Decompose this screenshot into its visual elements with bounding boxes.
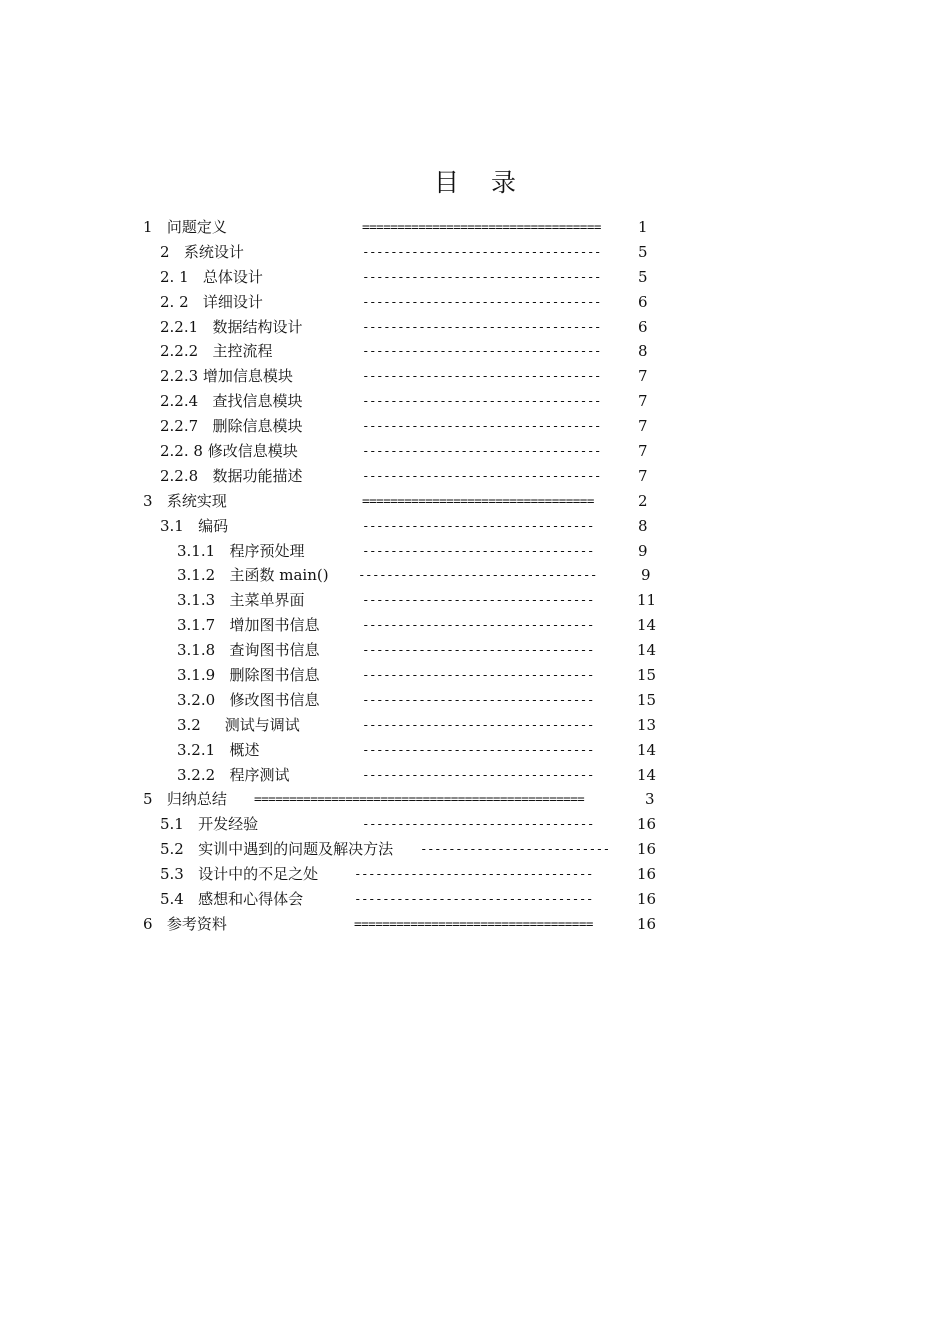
- toc-entry: [0, 812, 950, 837]
- toc-entry-label: 3 系统实现: [143, 491, 227, 510]
- toc-entry: [0, 290, 950, 315]
- toc-entry: [0, 389, 950, 414]
- toc-entry-page: 7: [638, 367, 648, 386]
- toc-entry-leader: ---------------------------------: [362, 716, 601, 732]
- toc-entry-label: 2.2.3 增加信息模块: [160, 367, 293, 386]
- toc-entry: [0, 514, 950, 539]
- toc-entry-leader: ----------------------------------: [354, 866, 600, 882]
- toc-entry-leader: ----------------------------------: [362, 343, 601, 359]
- toc-entry-label: 5.2 实训中遇到的问题及解决方法: [160, 840, 394, 859]
- toc-entry-page: 11: [637, 591, 657, 610]
- toc-entry: [0, 588, 950, 613]
- toc-entry-page: 2: [638, 491, 648, 510]
- toc-entry-leader: ----------------------------------: [362, 243, 601, 259]
- toc-entry-page: 9: [638, 541, 648, 560]
- toc-entry: [0, 563, 950, 588]
- toc-entry: [0, 912, 950, 937]
- toc-entry: [0, 763, 950, 788]
- toc-entry-page: 16: [637, 914, 657, 933]
- toc-entry-label: 3.1.3 主菜单界面: [177, 591, 305, 610]
- toc-entry-label: 2.2.2 主控流程: [160, 342, 273, 361]
- toc-entry-leader: ---------------------------------: [362, 517, 601, 533]
- toc-entry-label: 2. 1 总体设计: [160, 267, 263, 286]
- toc-entry-label: 2 系统设计: [160, 242, 244, 261]
- toc-entry-label: 3.2.0 修改图书信息: [177, 690, 320, 709]
- toc-entry-leader: ---------------------------------: [362, 741, 601, 757]
- toc-entry: [0, 887, 950, 912]
- toc-entry: [0, 464, 950, 489]
- toc-entry: [0, 364, 950, 389]
- toc-entry: [0, 215, 950, 240]
- toc-entry: [0, 613, 950, 638]
- toc-entry-label: 3.1.2 主函数 main(): [177, 566, 329, 585]
- toc-entry-leader: ---------------------------------: [362, 816, 601, 832]
- toc-entry-label: 3.2.2 程序测试: [177, 765, 290, 784]
- toc-entry-page: 6: [638, 317, 648, 336]
- toc-entry: [0, 837, 950, 862]
- toc-entry: [0, 265, 950, 290]
- toc-entry: [0, 638, 950, 663]
- toc-entry-label: 2.2. 8 修改信息模块: [160, 442, 298, 461]
- toc-entry-page: 14: [637, 740, 657, 759]
- toc-entry: [0, 489, 950, 514]
- toc-entry: [0, 663, 950, 688]
- toc-title: 目 录: [434, 168, 528, 197]
- toc-entry-page: 14: [637, 616, 657, 635]
- toc-entry-page: 16: [637, 815, 657, 834]
- toc-entry: [0, 315, 950, 340]
- toc-entry-page: 7: [638, 466, 648, 485]
- toc-entry-page: 15: [637, 690, 657, 709]
- toc-entry-leader: ---------------------------------: [362, 667, 601, 683]
- toc-entry-page: 16: [637, 890, 657, 909]
- toc-entry-label: 5.1 开发经验: [160, 815, 259, 834]
- toc-entry-leader: =================================: [362, 492, 601, 508]
- toc-entry-label: 2.2.7 删除信息模块: [160, 417, 303, 436]
- toc-entry-page: 3: [645, 790, 655, 809]
- toc-entry-label: 2.2.4 查找信息模块: [160, 392, 303, 411]
- toc-entry-label: 2.2.8 数据功能描述: [160, 466, 303, 485]
- toc-entry-leader: ---------------------------------: [362, 542, 601, 558]
- toc-entry-leader: ===============================================: [254, 791, 592, 807]
- toc-entry-page: 15: [637, 666, 657, 685]
- toc-entry-leader: ----------------------------------: [362, 418, 601, 434]
- toc-entry-label: 3.2.1 概述: [177, 740, 260, 759]
- toc-entry: [0, 862, 950, 887]
- toc-entry-label: 3.1.7 增加图书信息: [177, 616, 320, 635]
- toc-entry-label: 3.1.9 删除图书信息: [177, 666, 320, 685]
- toc-entry-page: 6: [638, 292, 648, 311]
- toc-entry-page: 5: [638, 267, 648, 286]
- toc-entry-page: 1: [638, 218, 648, 236]
- toc-entry-leader: ==================================: [354, 915, 600, 931]
- toc-entry-page: 7: [638, 417, 648, 436]
- toc-list: [0, 215, 950, 937]
- toc-entry: [0, 738, 950, 763]
- toc-entry: [0, 339, 950, 364]
- toc-entry-label: 3.1 编码: [160, 516, 229, 535]
- toc-entry-leader: ----------------------------------: [362, 368, 601, 384]
- toc-entry: [0, 240, 950, 265]
- toc-entry: [0, 539, 950, 564]
- toc-entry-leader: ----------------------------------: [354, 891, 600, 907]
- toc-entry: [0, 713, 950, 738]
- toc-entry-leader: ---------------------------------: [362, 617, 601, 633]
- toc-entry: [0, 439, 950, 464]
- toc-entry-label: 3.2 测试与调试: [177, 715, 300, 734]
- toc-entry-page: 7: [638, 442, 648, 461]
- toc-entry-page: 14: [637, 641, 657, 660]
- toc-entry-page: 9: [641, 566, 651, 585]
- toc-entry-page: 13: [637, 715, 657, 734]
- toc-entry: [0, 688, 950, 713]
- toc-entry-leader: ---------------------------------: [362, 642, 601, 658]
- toc-entry: [0, 414, 950, 439]
- toc-entry-label: 2.2.1 数据结构设计: [160, 317, 303, 336]
- toc-entry-page: 8: [638, 516, 648, 535]
- toc-entry-label: 5.4 感想和心得体会: [160, 890, 304, 909]
- toc-entry-leader: ----------------------------------: [362, 268, 601, 284]
- toc-entry-leader: ---------------------------------: [362, 592, 601, 608]
- toc-entry-page: 16: [637, 865, 657, 884]
- toc-entry-page: 8: [638, 342, 648, 361]
- toc-entry-label: 6 参考资料: [143, 914, 227, 933]
- toc-entry-label: 3.1.8 查询图书信息: [177, 641, 320, 660]
- toc-entry-leader: ----------------------------------: [358, 567, 604, 583]
- toc-entry-leader: ---------------------------------: [362, 766, 601, 782]
- toc-entry-leader: ---------------------------------: [362, 691, 601, 707]
- toc-entry-label: 2. 2 详细设计: [160, 292, 263, 311]
- toc-entry-leader: ----------------------------------: [362, 393, 601, 409]
- toc-entry-leader: ----------------------------------: [362, 467, 601, 483]
- toc-entry-page: 5: [638, 242, 648, 261]
- toc-entry-label: 5.3 设计中的不足之处: [160, 865, 319, 884]
- toc-entry-label: 3.1.1 程序预处理: [177, 541, 305, 560]
- toc-entry: [0, 787, 950, 812]
- toc-entry-leader: ----------------------------------: [362, 318, 601, 334]
- toc-entry-leader: ---------------------------: [420, 841, 617, 857]
- toc-entry-page: 7: [638, 392, 648, 411]
- toc-entry-leader: ----------------------------------: [362, 443, 601, 459]
- toc-entry-label: 5 归纳总结: [143, 790, 227, 809]
- toc-entry-leader: ----------------------------------: [362, 293, 601, 309]
- toc-entry-label: 1 问题定义: [143, 218, 227, 236]
- toc-entry-page: 14: [637, 765, 657, 784]
- toc-entry-leader: ==================================: [362, 219, 601, 234]
- toc-entry-page: 16: [637, 840, 657, 859]
